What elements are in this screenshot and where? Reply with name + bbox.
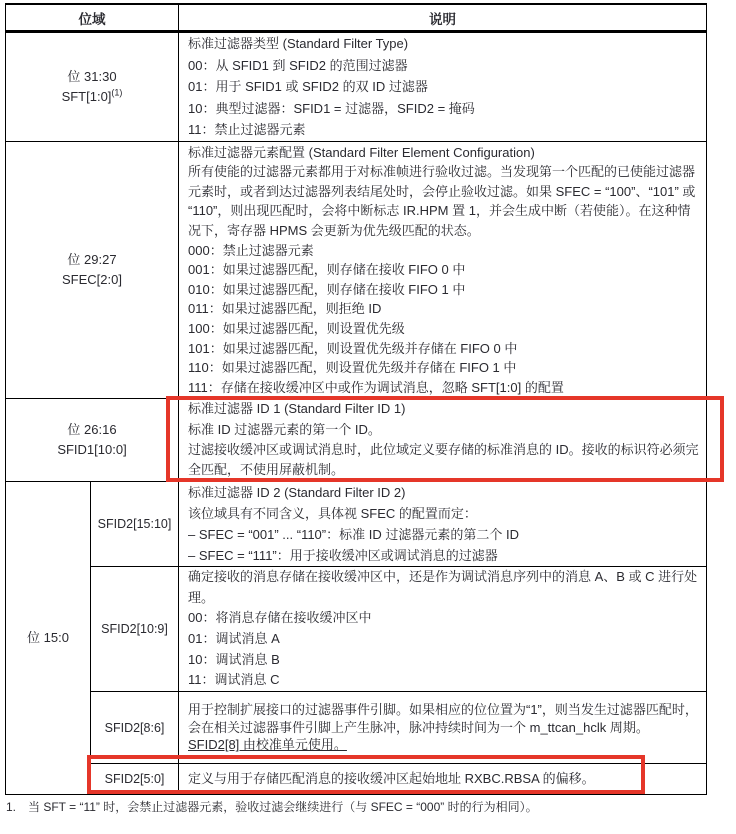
description-cell-sfid1 — [179, 399, 706, 481]
field-name-sft — [62, 87, 123, 107]
bitfield-cell-sfid1 — [6, 399, 179, 481]
description-paragraph: 过滤接收缓冲区或调试消息时，此位域定义要存储的标准消息的 ID。接收的标识符必须完全匹配，不使用屏蔽机制。 — [188, 442, 699, 478]
header-bitfield: 位域 — [6, 5, 179, 30]
description-line: 101：如果过滤器匹配，则设置优先级并存储在 FIFO 0 中 — [188, 340, 518, 356]
description-line: – SFEC = “001” ... “110”：标准 ID 过滤器元素的第二个 ID — [188, 527, 519, 542]
table-subrow-sfid2-8-6 — [91, 692, 706, 764]
table-row-sfec — [6, 142, 706, 399]
field-name-sfid2-8-6: SFID2[8:6] — [91, 692, 179, 763]
footnote — [6, 800, 726, 815]
bitfield-cell-sft — [6, 33, 179, 141]
description-line: – SFEC = “111”：用于接收缓冲区或调试消息的过滤器 — [188, 548, 498, 563]
description-cell-sfid2-5-0 — [179, 764, 706, 794]
register-bitfield-table — [5, 3, 707, 795]
description-line: 标准过滤器 ID 2 (Standard Filter ID 2) — [188, 485, 406, 500]
description-line-underlined: SFID2[8] 由校准单元使用。 — [188, 737, 347, 753]
bit-range-sfec: 位 29:27 — [67, 252, 117, 267]
footnote-ref-marker: (1) — [111, 87, 123, 98]
description-line: 000：禁止过滤器元素 — [188, 242, 314, 258]
description-paragraph: 用于控制扩展接口的过滤器事件引脚。如果相应的位位置为“1”，则当发生过滤器匹配时，会在相关过滤器事件引脚上产生脉冲，脉冲持续时间为一个 m_ttcan_hclk 周期。 — [188, 702, 698, 735]
field-name-sft-text: SFT[1:0] — [61, 89, 112, 104]
description-line: 定义与用于存储匹配消息的接收缓冲区起始地址 RXBC.RBSA 的偏移。 — [188, 771, 595, 786]
description-line: 01：调试消息 A — [188, 631, 280, 646]
description-line: 11：调试消息 C — [188, 672, 280, 688]
table-subrow-sfid2-5-0 — [91, 764, 706, 794]
description-line: 10：调试消息 B — [188, 651, 280, 667]
field-name-sfid1: SFID1[10:0] — [57, 442, 127, 457]
description-line: 标准 ID 过滤器元素的第一个 ID。 — [188, 421, 381, 437]
field-name-sfid2-10-9: SFID2[10:9] — [91, 567, 179, 691]
bitfield-cell-bits15-0 — [6, 482, 91, 794]
description-line: 标准过滤器类型 (Standard Filter Type) — [188, 36, 409, 52]
table-row-sft — [6, 33, 706, 142]
description-line: 010：如果过滤器匹配，则存储在接收 FIFO 1 中 — [188, 281, 466, 297]
description-cell-sfec — [179, 142, 706, 398]
description-cell-sfid2-8-6 — [179, 692, 706, 763]
description-line: 001：如果过滤器匹配，则存储在接收 FIFO 0 中 — [188, 262, 466, 278]
description-line: 00：将消息存储在接收缓冲区中 — [188, 610, 372, 626]
field-name-sfid2-5-0: SFID2[5:0] — [91, 764, 179, 794]
field-name-sfid2-15-10: SFID2[15:10] — [91, 482, 179, 566]
bit-range-sfid1: 位 26:16 — [67, 422, 117, 437]
table-subrow-sfid2-15-10 — [91, 482, 706, 567]
table-subrow-sfid2-10-9 — [91, 567, 706, 692]
bit-range-bits15-0: 位 15:0 — [27, 630, 69, 645]
description-cell-sfid2-15-10 — [179, 482, 706, 566]
sfid2-subrows — [91, 482, 706, 794]
table-row-sfid1 — [6, 399, 706, 482]
bit-range-sft: 位 31:30 — [67, 69, 117, 84]
footnote-text: 当 SFT = “11” 时，会禁止过滤器元素，验收过滤会继续进行（与 SFEC = “000” 时的行为相同）。 — [28, 800, 538, 814]
table-header-row — [6, 5, 706, 33]
description-cell-sfid2-10-9 — [179, 567, 706, 691]
description-line: 标准过滤器 ID 1 (Standard Filter ID 1) — [188, 401, 406, 417]
description-line: 该位域具有不同含义，具体视 SFEC 的配置而定： — [188, 506, 477, 521]
description-line: 标准过滤器元素配置 (Standard Filter Element Configuration) — [188, 144, 535, 160]
description-line: 011：如果过滤器匹配，则拒绝 ID — [188, 301, 382, 317]
description-line: 100：如果过滤器匹配，则设置优先级 — [188, 320, 405, 336]
description-paragraph: 所有使能的过滤器元素都用于对标准帧进行验收过滤。当发现第一个匹配的已使能过滤器元素时，或者到达过滤器列表结尾处时，会停止验收过滤。如果 SFEC = “100”、“101” 或 “110”，则出现匹配时，会将中断标志 IR.HPM 置 1，并会生成中断（若使能）。在这种情况下，寄存器 HPMS 会更新为优先级匹配的状态。 — [188, 164, 696, 239]
table-row-group-sfid2 — [6, 482, 706, 794]
description-line: 111：存储在接收缓冲区中或作为调试消息，忽略 SFT[1:0] 的配置 — [188, 379, 564, 395]
description-line: 11：禁止过滤器元素 — [188, 122, 306, 138]
description-line: 00：从 SFID1 到 SFID2 的范围过滤器 — [188, 57, 408, 73]
header-description: 说明 — [429, 11, 456, 27]
description-line: 10：典型过滤器：SFID1 = 过滤器，SFID2 = 掩码 — [188, 100, 475, 116]
description-line: 110：如果过滤器匹配，则设置优先级并存储在 FIFO 1 中 — [188, 360, 517, 376]
description-paragraph: 确定接收的消息存储在接收缓冲区中，还是作为调试消息序列中的消息 A、B 或 C 进行处理。 — [188, 569, 698, 605]
description-cell-sft — [179, 33, 706, 141]
footnote-marker: 1. — [6, 800, 17, 814]
bitfield-cell-sfec — [6, 142, 179, 398]
description-line: 01：用于 SFID1 或 SFID2 的双 ID 过滤器 — [188, 79, 428, 95]
field-name-sfec: SFEC[2:0] — [62, 272, 122, 287]
